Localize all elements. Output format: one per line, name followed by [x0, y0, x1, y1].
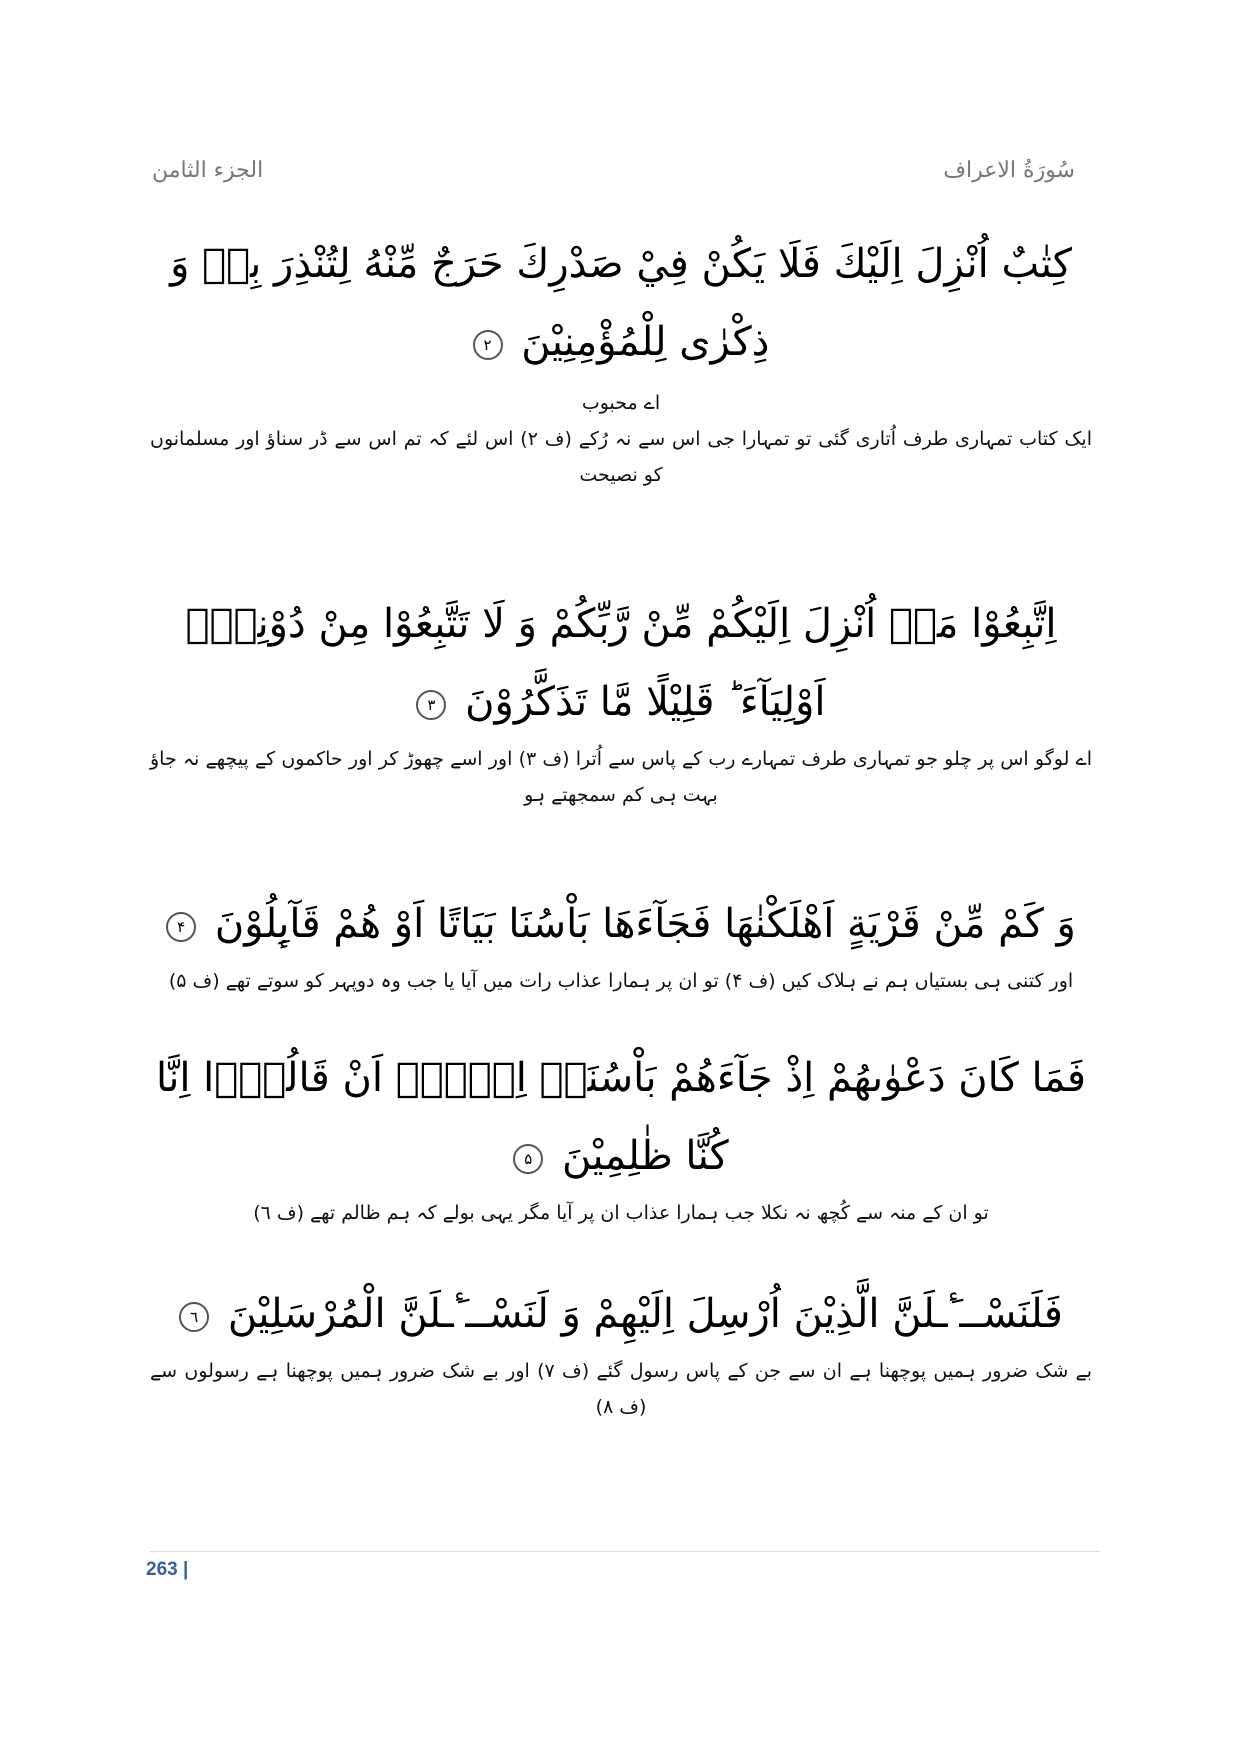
page-content	[150, 225, 1092, 1425]
verse-number-marker: ۵	[513, 1144, 543, 1174]
translation-verse-5: تو ان کے منہ سے کُچھ نہ نکلا جب ہمارا عذاب ان پر آیا مگر یہی بولے کہ ہم ظالم تھے (ف ٦)	[253, 1202, 989, 1224]
verse-5	[150, 1039, 1092, 1195]
juz-name-header: الجزء الثامن	[152, 158, 264, 183]
verse-number-marker: ۴	[166, 912, 196, 942]
verse-number-marker: ۳	[416, 690, 446, 720]
verse-text: كِتٰبٌ اُنْزِلَ اِلَيْكَ فَلَا يَكُنْ فِيْ صَدْرِكَ حَرَجٌ مِّنْهُ لِتُنْذِرَ بِهٖ وَ ذِكْرٰى لِلْمُؤْمِنِيْنَ	[170, 241, 1072, 365]
verse-2	[150, 225, 1092, 381]
verse-text: وَ كَمْ مِّنْ قَرْيَةٍ اَهْلَكْنٰهَا فَجَآءَهَا بَاْسُنَا بَيَاتًا اَوْ هُمْ قَآىِٕلُوْنَ	[214, 901, 1076, 947]
translation-heading: اے محبوب	[581, 392, 661, 414]
translation-verse-3: اے لوگو اس پر چلو جو تمہاری طرف تمہارے رب کے پاس سے اُترا (ف ۳) اور اسے چھوڑ کر اور حاکموں کے پیچھے نہ جاؤ بہت ہی کم سمجھتے ہو	[150, 748, 1092, 806]
translation-verse-4: اور کتنی ہی بستیاں ہم نے ہلاک کیں (ف ۴) تو ان پر ہمارا عذاب رات میں آیا یا جب وہ دوپہر کو سوتے تھے (ف ۵)	[168, 970, 1074, 992]
page-number: 263 |	[146, 1559, 189, 1580]
verse-text: اِتَّبِعُوْا مَاۤ اُنْزِلَ اِلَيْكُمْ مِّنْ رَّبِّكُمْ وَ لَا تَتَّبِعُوْا مِنْ دُوْنِهٖۤ اَوْلِيَآءَ ؕ قَلِيْلًا مَّا تَذَكَّرُوْنَ	[185, 601, 1057, 725]
verse-6	[150, 1275, 1092, 1353]
verse-4	[150, 885, 1092, 963]
verse-number-marker: ٦	[179, 1302, 209, 1332]
verse-3	[150, 585, 1092, 741]
verse-number-marker: ۲	[473, 330, 503, 360]
footer-divider	[150, 1551, 1100, 1552]
verse-text: فَمَا كَانَ دَعْوٰىهُمْ اِذْ جَآءَهُمْ بَاْسُنَاۤ اِلَّاۤ اَنْ قَالُوْۤا اِنَّا كُنَّا ظٰلِمِيْنَ	[156, 1055, 1086, 1179]
verse-text: فَلَنَسْــٴَـلَنَّ الَّذِيْنَ اُرْسِلَ اِلَيْهِمْ وَ لَنَسْــٴَـلَنَّ الْمُرْسَلِيْنَ	[227, 1291, 1063, 1337]
surah-name-header: سُورَةُ الاعراف	[943, 158, 1075, 183]
translation-verse-6: بے شک ضرور ہمیں پوچھنا ہے ان سے جن کے پاس رسول گئے (ف ۷) اور بے شک ضرور ہمیں پوچھنا ہے رسولوں سے (ف ۸)	[150, 1360, 1092, 1418]
translation-verse-2: ایک کتاب تمہاری طرف اُتاری گئی تو تمہارا جی اس سے نہ رُکے (ف ۲) اس لئے کہ تم اس سے ڈر سناؤ اور مسلمانوں کو نصیحت	[150, 428, 1092, 486]
